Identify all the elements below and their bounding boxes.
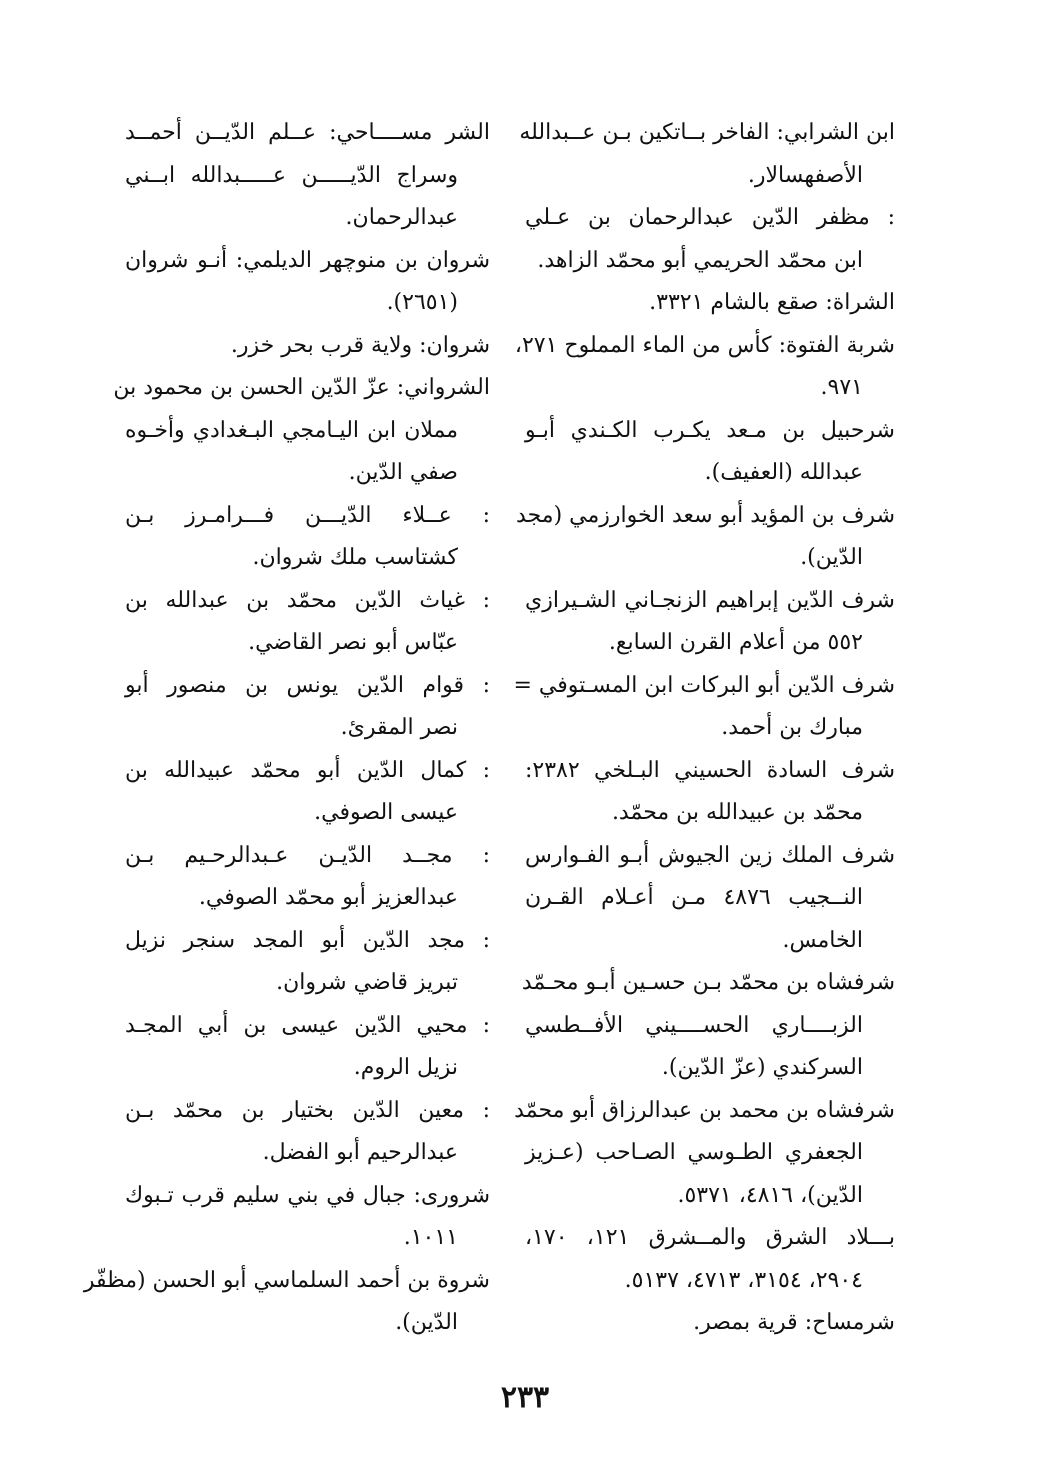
- left-column-line: : مجد الدّين أبو المجد سنجر نزيل: [125, 927, 490, 953]
- left-column-line: عبّاس أبو نصر القاضي.: [248, 630, 458, 655]
- right-column-line: الجعفري الطـوسي الصـاحب (عـزيز: [525, 1140, 863, 1165]
- right-column-line: شرحبيل بن مـعد يكـرب الكـندي أبـو: [525, 417, 895, 443]
- right-column-line: الدّين)، ٤٨١٦، ٥٣٧١.: [677, 1182, 863, 1208]
- left-column-line: الدّين).: [395, 1310, 458, 1335]
- left-column-line: : كمال الدّين أبو محمّد عبيدالله بن: [125, 757, 490, 783]
- left-column-line: عبدالرحيم أبو الفضل.: [262, 1140, 458, 1165]
- right-column-line: محمّد بن عبيدالله بن محمّد.: [611, 800, 863, 825]
- right-column-line: شربة الفتوة: كأس من الماء المملوح ٢٧١،: [514, 332, 895, 358]
- left-column-line: نزيل الروم.: [353, 1055, 458, 1080]
- left-column-line: صفي الدّين.: [348, 460, 458, 485]
- left-column-line: شروان: ولاية قرب بحر خزر.: [230, 332, 490, 358]
- right-column-line: ابن محمّد الحريمي أبو محمّد الزاهد.: [537, 247, 863, 273]
- right-column-line: شرف بن المؤيد أبو سعد الخوارزمي (مجد: [516, 502, 895, 528]
- left-column-line: : عــلاء الدّيـــن فـــرامـرز بـن: [125, 502, 490, 528]
- right-column-line: شرمساح: قرية بمصر.: [693, 1310, 895, 1335]
- right-column-line: عبدالله (العفيف).: [704, 460, 863, 485]
- right-column: [513, 112, 895, 1345]
- right-column-line: شرف الدّين أبو البركات ابن المسـتوفي =: [513, 672, 895, 698]
- right-column-line: ٩٧١.: [820, 375, 863, 400]
- page-number: ٢٣٣: [500, 1380, 550, 1415]
- left-column-line: كشتاسب ملك شروان.: [252, 545, 458, 570]
- left-column-line: : محيي الدّين عيسى بن أبي المجـد: [125, 1012, 490, 1038]
- right-column-line: شرف الدّين إبراهيم الزنجـاني الشـيرازي: [525, 587, 895, 613]
- right-column-line: مبارك بن أحمد.: [721, 715, 863, 740]
- left-column-line: مملان ابن اليـامجي البـغدادي وأخـوه: [125, 417, 458, 443]
- left-column-line: : مجــد الدّيـن عـبدالرحـيم بـن: [125, 842, 490, 868]
- left-column-line: وسراج الدّيـــــن عـــــبدالله ابــني: [125, 162, 458, 188]
- left-column-line: عبدالرحمان.: [345, 205, 458, 230]
- right-column-line: شرف السادة الحسيني البـلخي ٢٣٨٢:: [525, 757, 895, 783]
- left-column-line: الشر مســــاحي: عــلم الدّيــن أحمــد: [125, 120, 490, 145]
- right-column-line: الشراة: صقع بالشام ٣٣٢١.: [649, 290, 895, 315]
- left-column-line: : معين الدّين بختيار بن محمّد بـن: [125, 1097, 490, 1123]
- right-column-line: : مظفر الدّين عبدالرحمان بن عـلي: [525, 205, 895, 230]
- left-column-line: تبريز قاضي شروان.: [276, 970, 458, 995]
- right-column-line: ابن الشرابي: الفاخر بــاتكين بـن عــبدالله: [519, 120, 895, 145]
- left-column-line: : غياث الدّين محمّد بن عبدالله بن: [125, 587, 490, 613]
- left-column-line: عيسى الصوفي.: [314, 800, 458, 825]
- right-column-line: شرفشاه بن محمد بن عبدالرزاق أبو محمّد: [514, 1097, 895, 1123]
- right-column-line: الخامس.: [782, 927, 863, 953]
- left-column-line: شروان بن منوچهر الديلمي: أنـو شروان: [125, 247, 490, 273]
- right-column-line: شرفشاه بن محمّد بـن حسـين أبـو محـمّد: [521, 970, 895, 995]
- left-column: [83, 112, 490, 1345]
- right-column-line: النــجيب ٤٨٧٦ مـن أعـلام القـرن: [525, 885, 863, 910]
- right-column-line: السركندي (عزّ الدّين).: [661, 1055, 863, 1080]
- left-column-line: شروة بن أحمد السلماسي أبو الحسن (مظفّر: [83, 1267, 490, 1293]
- right-column-line: الدّين).: [800, 545, 863, 570]
- left-column-line: شروری: جبال في بني سليم قرب تـبوك: [125, 1182, 490, 1208]
- left-column-line: (٢٦٥١).: [386, 290, 458, 315]
- left-column-line: الشرواني: عزّ الدّين الحسن بن محمود بن: [113, 375, 490, 400]
- right-column-line: ٥٥٢ من أعلام القرن السابع.: [608, 630, 863, 655]
- right-column-line: ٢٩٠٤، ٣١٥٤، ٤٧١٣، ٥١٣٧.: [624, 1267, 863, 1293]
- left-column-line: عبدالعزيز أبو محمّد الصوفي.: [198, 885, 458, 910]
- right-column-line: الأصفهسالار.: [747, 162, 863, 188]
- right-column-line: الزبــــاري الحســــيني الأفــطسي: [525, 1012, 863, 1038]
- left-column-line: نصر المقرئ.: [340, 715, 458, 740]
- right-column-line: شرف الملك زين الجيوش أبـو الفـوارس: [525, 842, 895, 868]
- left-column-line: : قوام الدّين يونس بن منصور أبو: [125, 672, 490, 698]
- left-column-line: ١٠١١.: [403, 1225, 458, 1250]
- right-column-line: بـــلاد الشرق والمــشرق ١٢١، ١٧٠،: [525, 1225, 895, 1250]
